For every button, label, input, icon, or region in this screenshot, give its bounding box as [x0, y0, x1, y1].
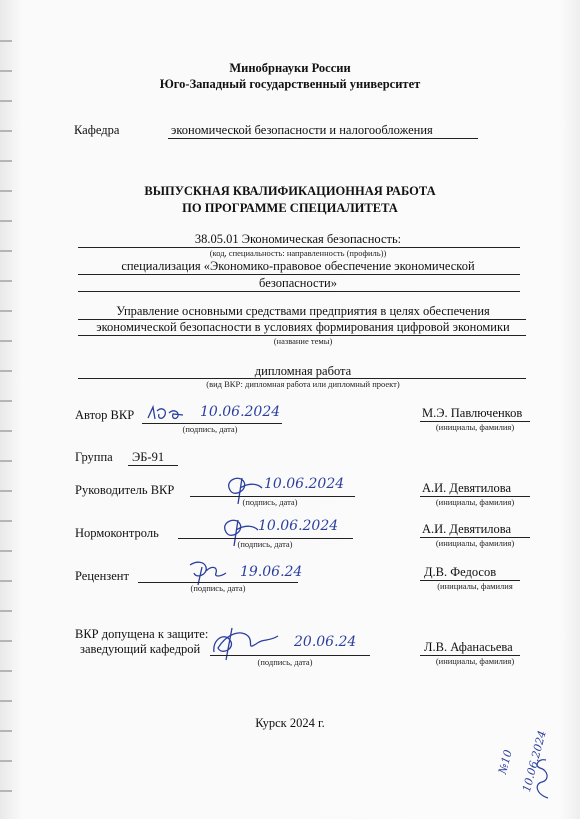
specialization-underline1	[78, 274, 520, 275]
reviewer-name: Д.В. Федосов	[424, 565, 497, 579]
topic-line2: экономической безопасности в условиях формирования цифровой экономики	[96, 320, 510, 334]
department-underline	[168, 138, 478, 139]
group-value: ЭБ-91	[132, 450, 165, 464]
author-name: М.Э. Павлюченков	[422, 406, 523, 420]
topic-caption: (название темы)	[273, 336, 333, 346]
department-label: Кафедра	[74, 123, 120, 137]
topic-line1: Управление основными средствами предприятия в целях обеспечения	[116, 304, 490, 318]
admission-date: 20.06.24	[294, 634, 357, 650]
head-name-caption: (инициалы, фамилия)	[435, 656, 515, 666]
work-type-caption: (вид ВКР: дипломная работа или дипломный проект)	[206, 379, 400, 389]
normcontrol-name: А.И. Девятилова	[422, 522, 512, 536]
margin-note-date: 10.06.2024	[520, 729, 549, 794]
binding-edge	[0, 0, 14, 819]
work-type-value: дипломная работа	[254, 364, 352, 378]
normcontrol-name-caption: (инициалы, фамилия)	[435, 538, 515, 548]
reviewer-date: 19.06.24	[240, 564, 303, 580]
reviewer-name-caption: (инициалы, фамилия	[437, 581, 513, 591]
group-underline	[128, 465, 178, 466]
reviewer-sign-caption: (подпись, дата)	[190, 583, 246, 593]
normcontrol-label: Нормоконтроль	[75, 526, 159, 540]
supervisor-name: А.И. Девятилова	[422, 481, 512, 495]
supervisor-sign-caption: (подпись, дата)	[242, 497, 298, 507]
supervisor-date: 10.06.2024	[264, 476, 345, 492]
admission-line1: ВКР допущена к защите:	[75, 627, 209, 641]
author-signature	[145, 403, 191, 425]
specialty-code: 38.05.01 Экономическая безопасность:	[194, 232, 402, 246]
margin-note-number: №10	[496, 748, 515, 776]
work-title-line2: ПО ПРОГРАММЕ СПЕЦИАЛИТЕТА	[182, 201, 398, 215]
margin-signature	[530, 754, 554, 802]
supervisor-label: Руководитель ВКР	[75, 483, 175, 497]
supervisor-name-caption: (инициалы, фамилия)	[435, 497, 515, 507]
group-label: Группа	[75, 450, 113, 464]
author-label: Автор ВКР	[75, 408, 135, 422]
city-year: Курск 2024 г.	[255, 716, 325, 730]
normcontrol-date: 10.06.2024	[258, 518, 339, 534]
specialization-line1: специализация «Экономико-правовое обеспечение экономической	[121, 259, 475, 273]
ministry-name: Минобрнауки России	[229, 61, 351, 75]
author-name-caption: (инициалы, фамилия)	[435, 422, 515, 432]
specialty-caption: (код, специальность: направленность (профиль))	[209, 248, 387, 258]
admission-line2: заведующий кафедрой	[80, 642, 201, 656]
department-value: экономической безопасности и налогообложения	[171, 123, 433, 137]
admission-sign-underline	[210, 655, 370, 656]
specialization-line2: безопасности»	[259, 276, 337, 290]
author-sign-caption: (подпись, дата)	[182, 424, 238, 434]
reviewer-label: Рецензент	[75, 569, 129, 583]
work-title-line1: ВЫПУСКНАЯ КВАЛИФИКАЦИОННАЯ РАБОТА	[144, 184, 436, 198]
head-name: Л.В. Афанасьева	[424, 640, 513, 654]
normcontrol-sign-caption: (подпись, дата)	[237, 539, 293, 549]
specialization-underline2	[78, 291, 520, 292]
author-date: 10.06.2024	[200, 404, 281, 420]
admission-sign-caption: (подпись, дата)	[257, 657, 313, 667]
head-signature	[208, 622, 288, 662]
university-name: Юго-Западный государственный университет	[159, 77, 421, 91]
